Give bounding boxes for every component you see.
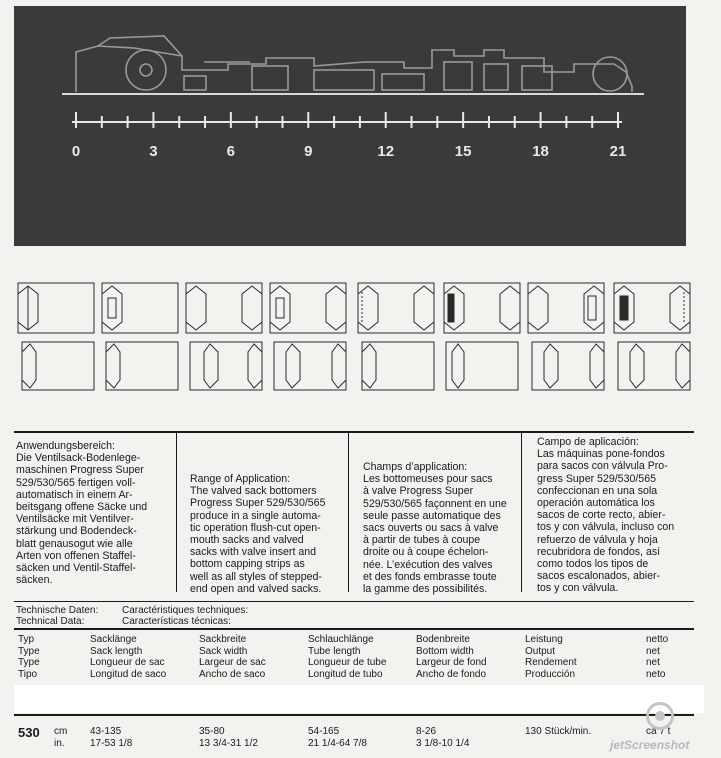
technical-label-es: Características técnicas: — [122, 616, 231, 627]
header-type: Typ Type Type Tipo — [18, 634, 40, 680]
diagram-step-15 — [532, 342, 604, 390]
table-row-rule — [14, 714, 694, 716]
diagram-step-12 — [274, 342, 346, 390]
row-net: ca 7 t — [646, 726, 671, 737]
scale-label: 18 — [532, 143, 549, 160]
row-model: 530 — [18, 725, 40, 740]
diagram-step-14 — [446, 342, 518, 390]
technical-label-de: Technische Daten: — [16, 605, 99, 616]
row-sack-width: 35-80 13 3/4-31 1/2 — [199, 726, 258, 749]
scale-label: 3 — [149, 143, 158, 160]
column-divider — [176, 432, 177, 592]
column-divider — [348, 432, 349, 592]
header-output: Leistung Output Rendement Producción — [525, 634, 577, 680]
diagram-step-7 — [528, 283, 604, 333]
header-net: netto net net neto — [646, 634, 669, 680]
diagram-step-8 — [614, 283, 690, 333]
scale-label: 15 — [454, 143, 472, 160]
column-divider — [521, 432, 522, 592]
header-bottom-width: Bodenbreite Bottom width Largeur de fond Ancho de fondo — [416, 634, 487, 680]
diagram-step-11 — [190, 342, 262, 390]
sack-folding-diagrams — [14, 280, 704, 396]
diagram-step-16 — [618, 342, 690, 390]
diagram-step-6 — [444, 283, 520, 333]
header-sack-width: Sackbreite Sack width Largeur de sac Ancho de saco — [199, 634, 266, 680]
technical-label-fr: Caractéristiques techniques: — [122, 605, 249, 616]
technical-rule — [14, 601, 694, 602]
description-spanish: Campo de aplicación: Las máquinas pone-fondos para sacos con válvula Pro- gress Super 529/530/565 confeccionan en una sola operación automática los sacos de corte recto, abier- tos y con válvula, incluso con refuerzo de válvula y hoja recubridora de fondos, así como todos los tipos de sacos escalonados, abier- tos y con válvula. — [537, 436, 675, 595]
diagram-step-10 — [106, 342, 178, 390]
row-tube-length: 54-165 21 1/4-64 7/8 — [308, 726, 367, 749]
camera-lens-icon — [646, 702, 674, 730]
diagram-step-9 — [22, 342, 94, 390]
table-header-rule — [14, 628, 694, 630]
scale-label: 0 — [71, 143, 81, 160]
row-bottom-width: 8-26 3 1/8-10 1/4 — [416, 726, 470, 749]
header-tube-length: Schlauchlänge Tube length Longueur de tube Longitud de tubo — [308, 634, 387, 680]
scale-label: 9 — [304, 143, 313, 160]
watermark — [610, 700, 716, 755]
description-english: Range of Application: The valved sack bottomers Progress Super 529/530/565 produce in a single automa- tic operation flush-cut open- mouth sacks and valved sacks with valve insert and bottom capping strips as well as all styles of stepped- end open and valved sacks. — [190, 473, 326, 595]
distance-scale — [72, 112, 622, 128]
scale-label: 12 — [377, 143, 395, 160]
description-french: Champs d’application: Les bottomeuses pour sacs à valve Progress Super 529/530/565 façonnent en une seule passe automatique des sacs ouverts ou sacs à valve à partir de tubes à coupe droite ou à coupe échelon- née. L’exécution des valves et des fonds embrasse toute la gamme des possibilités. — [363, 461, 507, 596]
section-top-rule — [14, 431, 694, 433]
machine-silhouette — [14, 6, 686, 246]
row-units: cm in. — [54, 726, 68, 749]
diagram-step-3 — [186, 283, 262, 333]
machine-photo — [14, 6, 686, 246]
scale-label: 21 — [609, 143, 627, 160]
blank-band — [14, 685, 704, 713]
row-output: 130 Stück/min. — [525, 726, 592, 737]
header-sack-length: Sacklänge Sack length Longueur de sac Longitud de saco — [90, 634, 167, 680]
diagram-step-4 — [270, 283, 346, 333]
technical-label-en: Technical Data: — [16, 616, 85, 627]
diagram-step-5 — [358, 283, 434, 333]
row-sack-length: 43-135 17-53 1/8 — [90, 726, 133, 749]
watermark-text: jetScreenshot — [610, 738, 690, 752]
diagram-step-2 — [102, 283, 178, 333]
diagram-step-13 — [362, 342, 434, 390]
description-german: Anwendungsbereich: Die Ventilsack-Bodenlege- maschinen Progress Super 529/530/565 fertigen voll- automatisch in einem Ar- beitsgang offene Säcke und Ventilsäcke mit Ventilver- stärkung und Bodendeck- blatt genausogut wie alle Arten von offenen Staffel- säcken und Ventil-Staffel- säcken. — [16, 440, 148, 587]
diagram-step-1 — [18, 283, 94, 333]
scale-label: 6 — [226, 143, 236, 160]
